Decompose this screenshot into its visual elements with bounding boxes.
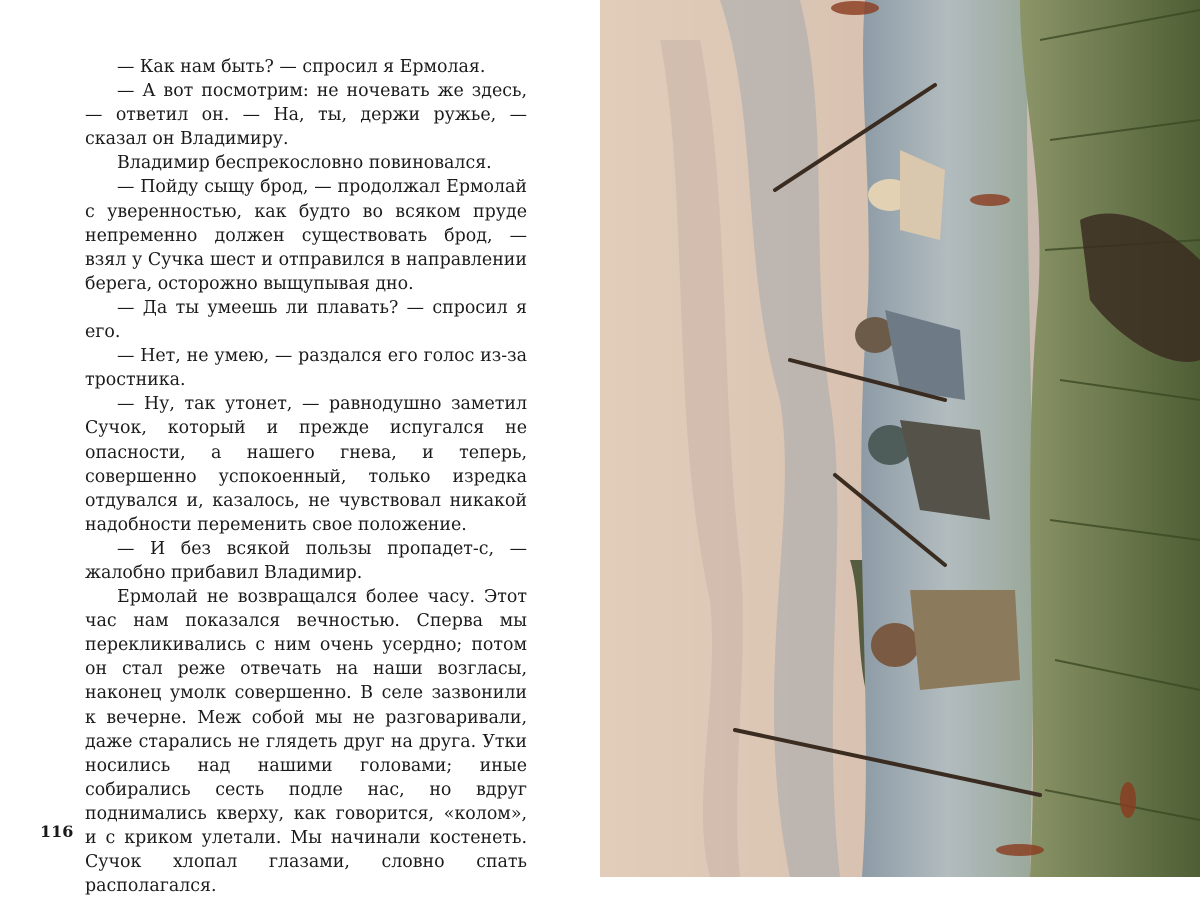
paragraph: — Ну, так утонет, — равнодушно заметил Сучок, который и прежде испугался не опасности, а нашего гнева, и теперь, совершенно успокоенный, только изредка отдувался и, казалось, не чувствовал никакой надобности переменить свое положение. [85, 394, 527, 535]
illustration [600, 0, 1200, 877]
text-column [85, 55, 527, 898]
paragraph: — Нет, не умею, — раздался его голос из-за тростника. [85, 346, 527, 391]
page-number: 116 [40, 822, 74, 841]
illustration-page [600, 0, 1200, 877]
paragraph: — А вот посмотрим: не ночевать же здесь, — ответил он. — На, ты, держи ружье, — сказал он Владимиру. [85, 81, 527, 150]
paragraph: Владимир беспрекословно повиновался. [117, 153, 492, 174]
paragraph: — Пойду сыщу брод, — продолжал Ермолай с уверенностью, как будто во всяком пруде непременно должен существовать брод, — взял у Сучка шест и отправился в направлении берега, осторожно выщупывая дно. [85, 177, 527, 294]
paragraph: — И без всякой пользы пропадет-с, — жалобно прибавил Владимир. [85, 538, 527, 583]
paragraph: — Да ты умеешь ли плавать? — спросил я его. [85, 297, 527, 343]
paragraph: Ермолай не возвращался более часу. Этот час нам показался вечностью. Сперва мы перекликивались с ним очень усердно; потом он стал реже отвечать на наши возгласы, наконец умолк совершенно. В селе зазвонили к вечерне. Меж собой мы не разговаривали, даже старались не глядеть друг на друга. Утки носились над нашими головами; иные собирались сесть подле нас, но вдруг поднимались кверху, как говорится, «колом», и с криком улетали. Мы начинали костенеть. Сучок хлопал глазами, словно спать располагался. [85, 587, 527, 897]
text-page [0, 0, 600, 897]
paragraph: — Как нам быть? — спросил я Ермолая. [117, 57, 486, 77]
